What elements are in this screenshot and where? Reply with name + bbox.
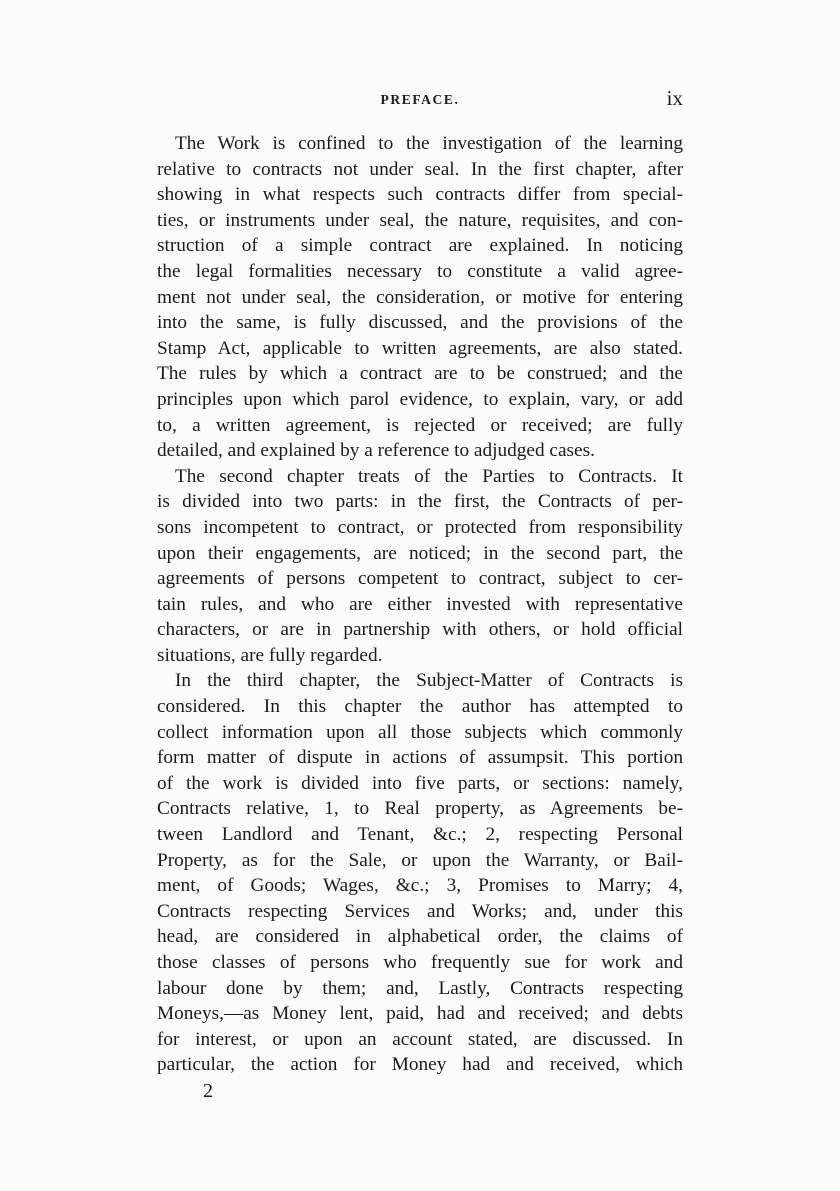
text-line: Contracts respecting Services and Works; and, under this <box>157 900 683 922</box>
text-line: tween Landlord and Tenant, &c.; 2, respecting Personal <box>157 824 683 846</box>
text-line: those classes of persons who frequently sue for work and <box>157 952 683 973</box>
text-line: upon their engagements, are noticed; in the second part, the <box>157 542 683 564</box>
running-head <box>157 86 683 116</box>
text-line: collect information upon all those subjects which commonly <box>157 721 683 743</box>
page-number: ix <box>666 86 683 110</box>
text-line: is divided into two parts: in the first, the Contracts of per- <box>157 491 683 513</box>
text-line: for interest, or upon an account stated, are discussed. In <box>157 1028 683 1050</box>
text-line: The Work is confined to the investigation of the learning <box>175 133 683 154</box>
text-line: detailed, and explained by a reference to adjudged cases. <box>157 440 595 462</box>
text-line: agreements of persons competent to contract, subject to cer- <box>157 568 683 590</box>
text-line: to, a written agreement, is rejected or received; are fully <box>157 414 683 436</box>
text-line: Contracts relative, 1, to Real property, as Agreements be- <box>157 798 683 820</box>
preface-body <box>157 131 683 1078</box>
text-line: labour done by them; and, Lastly, Contracts respecting <box>157 977 683 999</box>
text-line: of the work is divided into five parts, or sections: namely, <box>157 772 683 794</box>
text-line: Property, as for the Sale, or upon the Warranty, or Bail- <box>157 849 683 871</box>
text-line: relative to contracts not under seal. In the first chapter, after <box>157 158 683 180</box>
text-line: struction of a simple contract are explained. In noticing <box>157 235 683 257</box>
text-line: into the same, is fully discussed, and the provisions of the <box>157 312 683 334</box>
signature-mark: 2 <box>203 1080 213 1102</box>
text-line: The second chapter treats of the Parties to Contracts. It <box>175 465 683 487</box>
text-line: situations, are fully regarded. <box>157 644 383 666</box>
text-line: form matter of dispute in actions of assumpsit. This portion <box>157 747 683 769</box>
text-line: ties, or instruments under seal, the nature, requisites, and con- <box>157 209 683 231</box>
text-line: Stamp Act, applicable to written agreements, are also stated. <box>157 337 683 359</box>
text-line: ment, of Goods; Wages, &c.; 3, Promises to Marry; 4, <box>157 875 683 897</box>
text-line: tain rules, and who are either invested with representative <box>157 593 683 615</box>
text-line: principles upon which parol evidence, to explain, vary, or add <box>157 388 683 410</box>
text-line: particular, the action for Money had and received, which <box>157 1054 683 1076</box>
text-line: considered. In this chapter the author has attempted to <box>157 696 683 718</box>
text-line: head, are considered in alphabetical order, the claims of <box>157 926 683 948</box>
text-line: ment not under seal, the consideration, or motive for entering <box>157 286 683 308</box>
text-line: In the third chapter, the Subject-Matter of Contracts is <box>175 670 683 692</box>
text-line: sons incompetent to contract, or protected from responsibility <box>157 516 683 538</box>
text-line: the legal formalities necessary to constitute a valid agree- <box>157 260 683 282</box>
text-line: characters, or are in partnership with others, or hold official <box>157 619 683 641</box>
text-line: showing in what respects such contracts differ from special- <box>157 184 683 206</box>
text-line: The rules by which a contract are to be construed; and the <box>157 363 683 385</box>
text-line: Moneys,—as Money lent, paid, had and received; and debts <box>157 1003 683 1025</box>
running-title: PREFACE. <box>380 92 460 107</box>
